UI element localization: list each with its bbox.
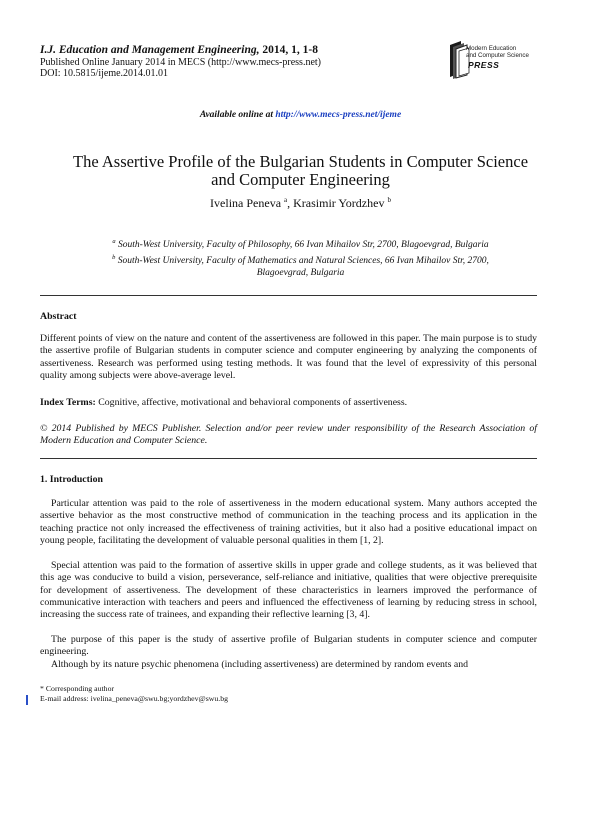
affiliation-a [40,236,561,252]
affiliation-a-text: South-West University, Faculty of Philosophy, 66 Ivan Mihailov Str, 2700, Blagoevgrad, Bulgaria [117,240,489,251]
author-2-sup: b [387,196,391,204]
index-terms-text: Cognitive, affective, motivational and behavioral components of assertiveness. [95,397,408,408]
affiliation-b-text-1: South-West University, Faculty of Mathematics and Natural Sciences, 66 Ivan Mihailov Str, 2700, [117,255,489,266]
journal-issue: 2014, 1, 1-8 [262,44,318,56]
logo-text [466,46,529,60]
affiliation-a-sup: a [112,238,116,245]
title-line-1: The Assertive Profile of the Bulgarian Students in Computer Science [72,152,529,171]
author-1: Ivelina Peneva [210,196,282,210]
abstract-heading: Abstract [40,311,77,322]
logo-line-1: Modern Education [466,45,517,52]
journal-url-link[interactable]: http://www.mecs-press.net/ijeme [275,110,402,120]
affiliations [40,236,561,280]
title-line-2: and Computer Engineering [211,169,390,189]
index-terms [40,397,537,409]
author-list [0,196,601,211]
divider-top [40,295,537,296]
published-line: Published Online January 2014 in MECS (http://www.mecs-press.net) [40,56,321,68]
intro-paragraph-2: Special attention was paid to the formation of assertive skills in upper grade and college students, as it was believed that this age was conducive to build a vision, perseverance, self-reliance and initiative, qualities that were objective prerequisite for development of assertiveness. The development of these characteristics in learners improved the performance of communicative interaction with teachers and peers and influenced the effectiveness of learning by reducing stress in school, increasing the success rate of trainees, and expanding their reflective learning [3, 4]. [40,560,537,621]
available-online [0,110,601,120]
logo-line-2: and Computer Science [466,51,529,59]
journal-header [40,45,321,80]
margin-marker [26,695,28,705]
footnote [40,684,228,704]
intro-paragraph-4: Although by its nature psychic phenomena (including assertiveness) are determined by random events and [51,659,469,670]
copyright-notice: © 2014 Published by MECS Publisher. Selection and/or peer review under responsibility of the Research Association of Modern Education and Computer Science. [40,423,537,447]
divider-bottom [40,458,537,459]
corresponding-author: * Corresponding author [40,684,115,693]
intro-paragraph-3: The purpose of this paper is the study of assertive profile of Bulgarian students in computer science and computer engineering. [40,634,537,658]
index-terms-label: Index Terms: [40,397,96,408]
author-2: Krasimir Yordzhev [293,196,385,210]
author-separator: , [287,196,294,210]
journal-title: I.J. Education and Management Engineering, [40,44,260,56]
introduction-heading: 1. Introduction [40,474,103,485]
abstract-text: Different points of view on the nature and content of the assertiveness are followed in this paper. The main purpose is to study the assertive profile of Bulgarian students in computer science and computer engineering by analyzing the components of assertiveness. Research was performed using testing methods. It was found that the level of expressivity of this personal quality among subjects were above-average level. [40,333,537,381]
journal-title-line [40,45,321,57]
available-prefix: Available online at [199,110,273,120]
logo-press: PRESS [468,60,500,70]
email-address: E-mail address: ivelina_peneva@swu.bg;yordzhev@swu.bg [40,693,229,703]
affiliation-b-sup: b [112,253,116,261]
doi-line: DOI: 10.5815/ijeme.2014.01.01 [40,68,169,79]
affiliation-b [40,252,561,268]
paper-title [30,153,571,188]
author-1-sup: a [284,196,288,204]
intro-paragraph-1: Particular attention was paid to the role of assertiveness in the modern educational system. Many authors accepted the assertive behavior as the most constructive method of communication in the teaching process and its application in the teaching practice not only increased the effectiveness of training activities, but it also had a positive educational impact on young people, facilitating the development of valuable personal qualities in them [1, 2]. [40,498,537,546]
mecs-press-logo [447,36,557,88]
affiliation-b-text-2: Blagoevgrad, Bulgaria [256,268,345,279]
